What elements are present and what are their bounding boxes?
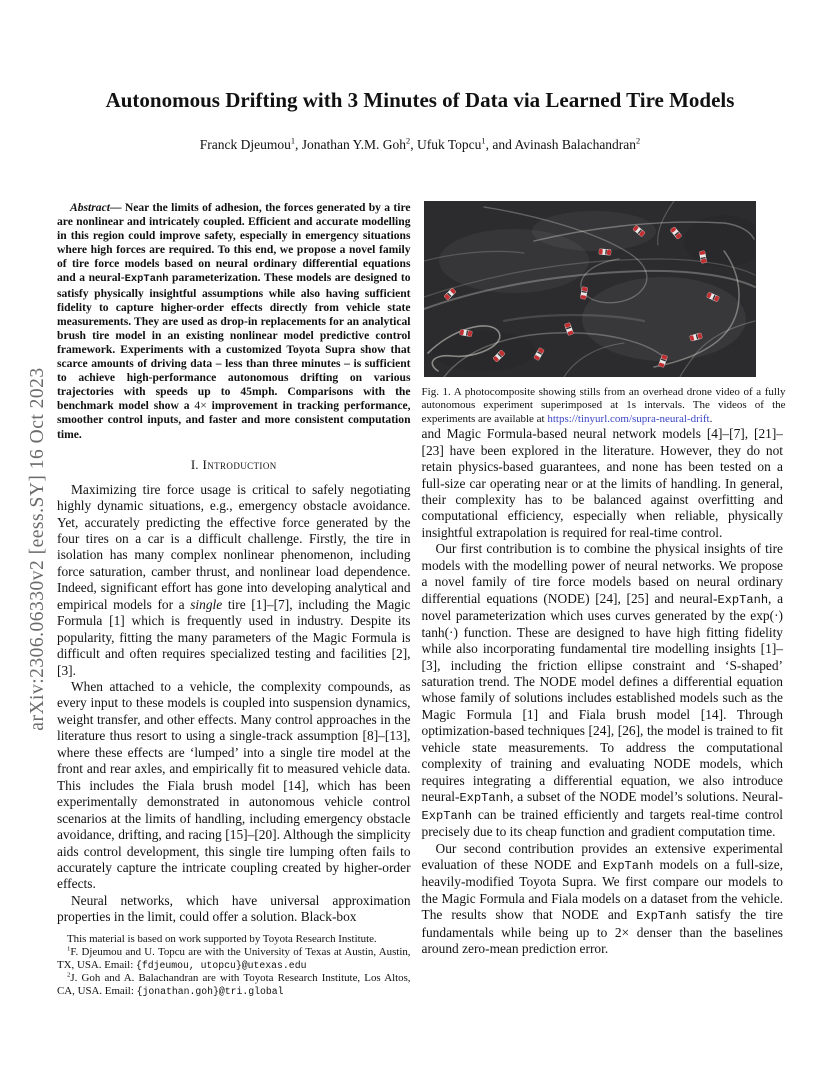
car-still	[598, 248, 611, 255]
section-number: I.	[190, 456, 199, 472]
section-title: Introduction	[202, 456, 277, 472]
figure-1-caption: Fig. 1. A photocomposite showing stills from an overhead drone video of a fully autonomous experiment superimposed at 1s intervals. The videos of the experiments are available at https://tinyurl.com/supra-neural-drift.	[421, 386, 786, 425]
two-column-body	[57, 201, 786, 1013]
footnote-affiliation-1: $^1$F. Djeumou and U. Topcu are with the University of Texas at Austin, Austin, TX, USA. Email: {fdjeumou, utopcu}@utexas.edu	[57, 945, 411, 971]
figure-1	[421, 201, 786, 426]
paper-title: Autonomous Drifting with 3 Minutes of Data via Learned Tire Models	[105, 88, 735, 112]
footnotes	[57, 933, 411, 1013]
drone-photocomposite-image	[424, 201, 756, 377]
left-column	[57, 201, 411, 1013]
footnote-affiliation-2: $^2$J. Goh and A. Balachandran are with Toyota Research Institute, Los Altos, CA, USA. Email: {jonathan.goh}@tri.global	[57, 971, 411, 998]
intro-paragraph-2: When attached to a vehicle, the complexity compounds, as every input to these models is coupled into suspension dynamics, weight transfer, and other effects. Many control approaches in the literature thus resort to using a single-track assumption [8]–[13], where these effects are ‘lumped’ into a single tire model at the front and rear axles, and empirically fit to measured vehicle data. This includes the Fiala brush model [14], which has been experimentally demonstrated in autonomous vehicle control scenarios at the limits of handling, including emergency obstacle avoidance, drifting, and racing [15]–[20]. Although the simplicity aids control development, this single tire lumping often fails to accurately capture the intricate coupling created by higher-order effects.	[57, 679, 411, 892]
contribution-paragraph-1: Our first contribution is to combine the physical insights of tire models with the modelling power of neural networks. We propose a novel family of tire force models based on neural ordinary differential equations (NODE) [24], [25] and neural-ExpTanh, a novel parameterization which uses curves generated by the exp(·) tanh(·) function. These are designed to have high fitting fidelity while also incorporating fundamental tire modelling insights [1]–[3], including the friction ellipse constraint and ‘S-shaped’ saturation trend. The NODE model defines a differential equation whose family of solutions includes established models such as the Magic Formula [1] and Fiala brush model [14]. Through optimization-based techniques [24], [26], the model is trained to fit vehicle state measurements. To address the computational complexity of training and evaluating NODE models, which requires integrating a differential equation, we also introduce neural-ExpTanh, a subset of the NODE model’s solutions. Neural-ExpTanh can be trained efficiently and targets real-time control precisely due to its cheap function and gradient computation time.	[421, 541, 784, 840]
contribution-paragraph-2: Our second contribution provides an extensive experimental evaluation of these NODE and ExpTanh models on a full-size, heavily-modified Toyota Supra. We first compare our models to the Magic Formula and Fiala models on a dataset from the vehicle. The results show that NODE and ExpTanh satisfy the tire fundamentals while being up to 2× denser than the baselines around zero-mean prediction error.	[421, 840, 783, 957]
section-heading-introduction	[57, 457, 411, 473]
intro-paragraph-1: Maximizing tire force usage is critical to safely negotiating highly dynamic situations, e.g., emergency obstacle avoidance. Yet, accurately predicting the effective force generated by the four tires on a car is a difficult challenge. Firstly, the tire in isolation has many complex nonlinear phenomenon, including force saturation, camber thrust, and nonlinear load dependence. Indeed, significant effort has gone into developing analytical and empirical models for a single tire [1]–[7], including the Magic Formula [1] which is frequently used in industry. Despite its popularity, fitting the many parameters of the Magic Formula is difficult and often requires specialized testing and facilities [2], [3].	[57, 481, 411, 678]
caption-link[interactable]: https://tinyurl.com/supra-neural-drift	[547, 412, 710, 425]
paper-header	[57, 88, 783, 153]
authors-line: Franck Djeumou$^1$, Jonathan Y.M. Goh$^2$, Ufuk Topcu$^1$, and Avinash Balachandran$^2$	[199, 136, 641, 152]
arxiv-watermark: arXiv:2306.06330v2 [eess.SY] 16 Oct 2023	[27, 367, 48, 731]
footnote-support: This material is based on work supported by Toyota Research Institute.	[67, 933, 377, 946]
abstract: Abstract— Near the limits of adhesion, the forces generated by a tire are nonlinear and intricately coupled. Efficient and accurate modelling in this region could improve safety, especially in emergency situations where high forces are required. To this end, we propose a novel family of tire force models based on neural ordinary differential equations and a neural-ExpTanh parameterization. These models are designed to satisfy physically insightful assumptions while also having sufficient fidelity to capture higher-order effects directly from vehicle state measurements. They are used as drop-in replacements for an analytical brush tire model in an existing nonlinear model predictive control framework. Experiments with a customized Toyota Supra show that scarce amounts of driving data – less than three minutes – is sufficient to achieve high-performance autonomous drifting on various trajectories with speeds up to 45mph. Comparisons with the benchmark model show a 4× improvement in tracking performance, smoother control inputs, and faster and more consistent computation time.	[57, 201, 411, 441]
right-column	[421, 201, 786, 1013]
body-paragraph-continuation: and Magic Formula-based neural network models [4]–[7], [21]–[23] have been explored in the literature. However, they do not retain physics-based guarantees, and none has been tested on a full-size car operating near or at the limits of handling. In general, their complexity has to be balanced against overfitting and computational efficiency, especially when reliable, physically insightful extrapolation is required for real-time control.	[421, 426, 783, 540]
intro-paragraph-3: Neural networks, which have universal approximation properties in the limit, could offer a solution. Black-box	[57, 892, 411, 925]
